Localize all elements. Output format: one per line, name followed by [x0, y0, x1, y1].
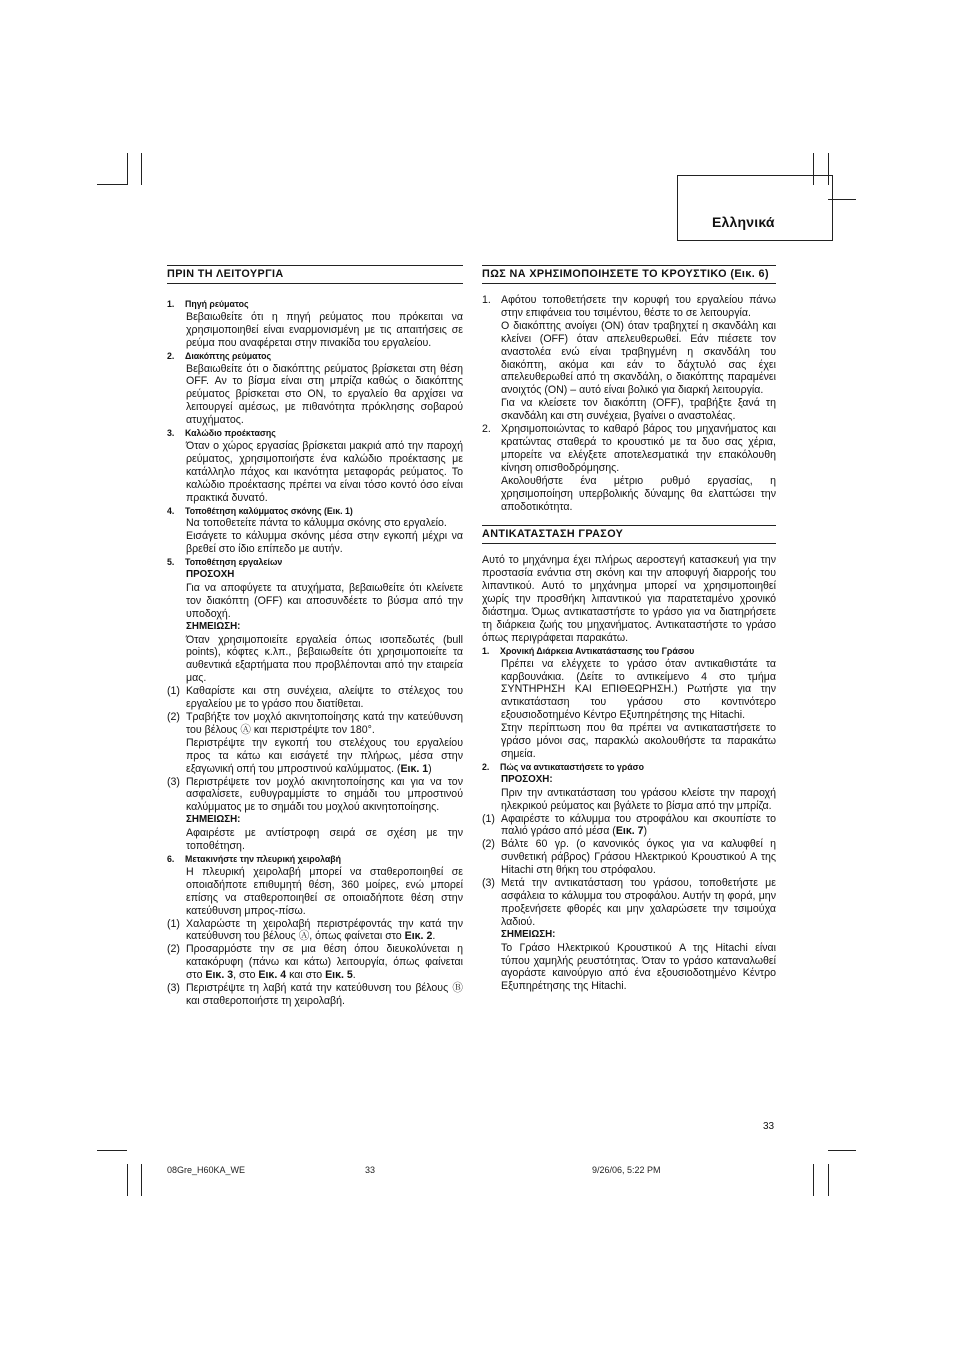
- list-item: [482, 761, 776, 813]
- section-heading-before-operation: ΠΡΙΝ ΤΗ ΛΕΙΤΟΥΡΓΙΑ: [167, 265, 463, 284]
- step-item: (2) Τραβήξτε τον μοχλό ακινητοποίησης κατά την κατεύθυνση του βέλους Ⓐ και περιστρέψτε τον 180°.: [167, 711, 463, 736]
- language-label: Ελληνικά: [712, 214, 775, 230]
- step-item: (2) Βάλτε 60 γρ. (ο κανονικός όγκος για να καλυφθεί η συνθετική ράβρος) Γράσου Ηλεκτρικού Κρουστικού A της Hitachi στη θήκη του στρόφαλου.: [482, 838, 776, 877]
- item-title: Πηγή ρεύματος: [185, 299, 249, 309]
- footer-date: 9/26/06, 5:22 PM: [592, 1165, 661, 1175]
- item-number: 1.: [482, 645, 490, 656]
- step-item: (1) Καθαρίστε και στη συνέχεια, αλείψτε το στέλεχος του εργαλείου με το γράσο που διατίθεται.: [167, 685, 463, 711]
- step-continuation: Για να κλείσετε τον διακόπτη (OFF), τραβήξτε ξανά τη σκανδάλη και στη συνέχεια, βγαίνει ο αναστολέας.: [501, 397, 776, 423]
- crop-mark: [141, 1164, 142, 1196]
- page-number: 33: [763, 1121, 775, 1132]
- note-text: Αφαιρέστε με αντίστροφη σειρά σε σχέση με την τοποθέτηση.: [186, 827, 463, 853]
- list-item: [482, 645, 776, 761]
- step-item: 1. Αφότου τοποθετήσετε την κορυφή του εργαλείου πάνω στην επιφάνεια του τσιμέντου, θέστε το σε λειτουργία.: [482, 294, 776, 319]
- crop-mark: [97, 184, 127, 185]
- item-number: 1.: [167, 299, 175, 309]
- step-item: (1) Χαλαρώστε τη χειρολαβή περιστρέφοντάς την κατά την κατεύθυνση του βέλους Ⓐ, όπως φαίνεται στο Εικ. 2.: [167, 917, 463, 943]
- step-continuation: Ο διακόπτης ανοίγει (ON) όταν τραβηχτεί η σκανδάλη και κλείνει (OFF) όταν απελευθερωθεί. Εάν πιέσετε τον αναστολέα ενώ είναι τραβηγμένη η σκανδάλη του διακόπτη, ακόμα και εάν το δάχτυλό σας έχει απελευθερωθεί από τη σκανδάλη, ο διακόπτης παραμένει ανοιχτός (ON) – αυτό είναι βολικό για διαρκή λειτουργία.: [501, 319, 776, 397]
- footer-page: 33: [365, 1165, 376, 1175]
- crop-mark: [813, 1164, 814, 1196]
- item-number: 3.: [167, 428, 175, 439]
- list-item: [167, 853, 463, 918]
- item-title: Μετακινήστε την πλευρική χειρολαβή: [185, 853, 342, 864]
- caution-label: ΠΡΟΣΟΧΗ: [186, 569, 235, 581]
- figure-ref: Εικ. 3: [205, 969, 234, 982]
- caution-text: Για να αποφύγετε τα ατυχήματα, βεβαιωθείτε ότι κλείνετε τον διακόπτη (OFF) και αποσυνδέετε το βύσμα από την υποδοχή.: [186, 581, 463, 620]
- note-text: Το Γράσο Ηλεκτρικού Κρουστικού A της Hitachi είναι τύπου χαμηλής ρευστότητας. Όταν το γράσο καταναλωθεί αγοράστε καινούργιο από ένα εξουσιοδοτημένο Κέντρο Εξυπηρέτησης της Hitachi.: [501, 941, 776, 993]
- item-body: Εισάγετε το κάλυμμα σκόνης μέσα στην εγκοπή μέχρι να βρεθεί στο ίδιο επίπεδο με αυτήν.: [186, 530, 463, 556]
- step-continuation: Ακολουθήστε ένα μέτριο ρυθμό εργασίας, η χρησιμοποίηση υπερβολικής δύναμης θα ελαττώσει την αποδοτικότητα.: [501, 474, 776, 513]
- item-body: Όταν ο χώρος εργασίας βρίσκεται μακριά από την παροχή ρεύματος, χρησιμοποιήστε ένα καλώδιο προέκτασης με κατάλληλο πάχος και ικανότητα μεταφοράς ρεύματος. Το καλώδιο προέκτασης πρέπει να είναι τόσο κοντό όσο είναι πρακτικά δυνατό.: [186, 439, 463, 504]
- item-body: Βεβαιωθείτε ότι ο διακόπτης ρεύματος βρίσκεται στη θέση OFF. Αν το βίσμα είναι στη μπρίζα καθώς ο διακόπτης ρεύματος βρίσκεται στο ON, το εργαλείο θα αρχίσει να λειτουργεί αμέσως, με πιθανότητα πρόκλησης σοβαρού ατυχήματος.: [186, 362, 463, 427]
- step-continuation: Περιστρέψτε την εγκοπή του στελέχους του εργαλείου προς τα κάτω και εισάγετέ την πλήρως, μέσα στην εξαγωνική οπή του μπροστινού καλύμματος. (Εικ. 1): [186, 736, 463, 775]
- item-body: Πρέπει να ελέγχετε το γράσο όταν αντικαθιστάτε τα καρβουνάκια. (Δείτε το αντικείμενο 4 στο τμήμα ΣΥΝΤΗΡΗΣΗ ΚΑΙ ΕΠΙΘΕΩΡΗΣΗ.) Ρωτήστε για την αντικατάσταση του γράσου στο κοντινότερο εξουσιοδοτημένο Κέντρο Εξυπηρέτησης της Hitachi.: [501, 657, 776, 722]
- section-intro: Αυτό το μηχάνημα έχει πλήρως αεροστεγή κατασκευή για την προστασία ενάντια στη σκόνη και την αποφυγή διαρροής του λιπαντικού. Αυτό το μηχάνημα μπορεί να χρησιμοποιηθεί χωρίς την προσθήκη λιπαντικού για παρατεταμένο χρονικό διάστημα. Όμως αντικαταστήστε το γράσο για να διατηρήσετε τη διάρκεια ζωής του μηχανήματος. Αντικαταστήστε το γράσο όπως περιγράφεται παρακάτω.: [482, 554, 776, 644]
- list-item: [167, 298, 463, 350]
- footer-filename: 08Gre_H60KA_WE: [167, 1165, 246, 1175]
- item-number: 6.: [167, 853, 175, 864]
- list-item: [167, 350, 463, 427]
- item-body: Να τοποθετείτε πάντα το κάλυμμα σκόνης στο εργαλείο.: [186, 517, 447, 530]
- language-tab: [677, 175, 833, 241]
- item-title: Τοποθέτηση καλύμματος σκόνης (Εικ. 1): [185, 505, 353, 516]
- list-item: [167, 556, 463, 685]
- item-title: Διακόπτης ρεύματος: [185, 350, 272, 361]
- figure-ref: Εικ. 2: [404, 930, 433, 943]
- note-text: Όταν χρησιμοποιείτε εργαλεία όπως ισοπεδωτές (bull points), κόφτες κ.λπ., βεβαιωθείτε ότι χρησιμοποιείτε τα αυθεντικά εξαρτήματα που προβλέπονται από την εταιρεία μας.: [186, 633, 463, 685]
- step-item: (3) Περιστρέψτε τη λαβή κατά την κατεύθυνση του βέλους Ⓑ και σταθεροποιήστε τη χειρολαβή.: [167, 982, 463, 1007]
- caution-label: ΠΡΟΣΟΧΗ:: [501, 773, 553, 785]
- figure-ref: Εικ. 7: [615, 825, 644, 838]
- list-item: [167, 505, 463, 557]
- item-number: 4.: [167, 505, 175, 516]
- figure-ref: Εικ. 4: [258, 969, 287, 982]
- item-title: Χρονική Διάρκεια Αντικατάστασης του Γράσου: [500, 645, 695, 656]
- section-heading-grease-replacement: ΑΝΤΙΚΑΤΑΣΤΑΣΗ ΓΡΑΣΟΥ: [482, 525, 776, 544]
- crop-mark: [127, 1164, 128, 1196]
- crop-mark: [828, 1164, 829, 1196]
- step-item: (3) Περιστρέψετε τον μοχλό ακινητοποίησης και για να τον ασφαλίσετε, ευθυγραμμίστε το σημάδι του μπροστινού καλύμματος με το σημάδι του μοχλού ακινητοποίησης.: [167, 775, 463, 814]
- item-number: 5.: [167, 557, 175, 568]
- figure-ref: Εικ. 1: [400, 762, 429, 775]
- crop-mark: [141, 153, 142, 185]
- crop-mark: [828, 1150, 856, 1151]
- item-body: Η πλευρική χειρολαβή μπορεί να σταθεροποιηθεί σε οποιαδήποτε επιθυμητή θέση, 360 μοίρες, ενώ μπορεί επίσης να σταθεροποιηθεί σε οποιαδήποτε θέση στην κατεύθυνση μπρος-πίσω.: [186, 865, 463, 917]
- step-item: (1) Αφαιρέστε το κάλυμμα του στροφάλου και σκουπίστε το παλιό γράσο από μέσα (Εικ. 7): [482, 812, 776, 838]
- step-item: (2) Προσαρμόστε την σε μια θέση όπου διευκολύνεται η κατακόρυφη (πάνω και κάτω) λειτουργία, όπως φαίνεται στο Εικ. 3, στο Εικ. 4 και στο Εικ. 5.: [167, 943, 463, 982]
- item-number: 2.: [167, 350, 175, 361]
- note-label: ΣΗΜΕΙΩΣΗ:: [501, 928, 556, 940]
- crop-mark: [97, 1150, 127, 1151]
- note-label: ΣΗΜΕΙΩΣΗ:: [186, 814, 241, 826]
- list-item: [167, 427, 463, 504]
- section-heading-how-to-use: ΠΩΣ ΝΑ ΧΡΗΣΙΜΟΠΟΙΗΣΕΤΕ ΤΟ ΚΡΟΥΣΤΙΚΟ (Εικ. 6): [482, 265, 776, 284]
- step-item: 2. Χρησιμοποιώντας το καθαρό βάρος του μηχανήματος και κρατώντας σταθερά το κρουστικό με τα δυο σας χέρια, μπορείτε να ελέγξετε αποτελεσματικά την επακόλουθη κίνηση οπισθοδρόμησης.: [482, 423, 776, 474]
- crop-mark: [127, 153, 128, 185]
- item-body: Βεβαιωθείτε ότι η πηγή ρεύματος που πρόκειται να χρησιμοποιηθεί είναι εναρμονισμένη με τις απαιτήσεις σε ρεύμα που αναφέρεται στην πινακίδα του εργαλείου.: [186, 310, 463, 349]
- item-number: 2.: [482, 761, 490, 772]
- note-label: ΣΗΜΕΙΩΣΗ:: [186, 620, 241, 632]
- step-item: (3) Μετά την αντικατάσταση του γράσου, τοποθετήστε με ασφάλεια το κάλυμμα του στροφάλου. Αυτήν τη φορά, μην προξενήσετε φθορές και μην χαλαρώσετε την τσιμούχα λαδιού.: [482, 877, 776, 928]
- left-column: [167, 265, 463, 1008]
- caution-text: Πριν την αντικατάσταση του γράσου κλείστε την παροχή ηλεκρικού ρεύματος και βγάλετε το βίσμα από την μπρίζα.: [501, 786, 776, 812]
- figure-ref: Εικ. 5: [325, 969, 353, 982]
- item-title: Καλώδιο προέκτασης: [185, 428, 276, 439]
- item-title: Πώς να αντικαταστήσετε το γράσο: [500, 761, 645, 772]
- right-column: [482, 265, 776, 993]
- item-body: Στην περίπτωση που θα πρέπει να αντικαταστήσετε το γράσο μόνοι σας, παρακλώ ακολουθήστε τα παρακάτω σημεία.: [501, 722, 776, 760]
- item-title: Τοποθέτηση εργαλείων: [185, 557, 283, 568]
